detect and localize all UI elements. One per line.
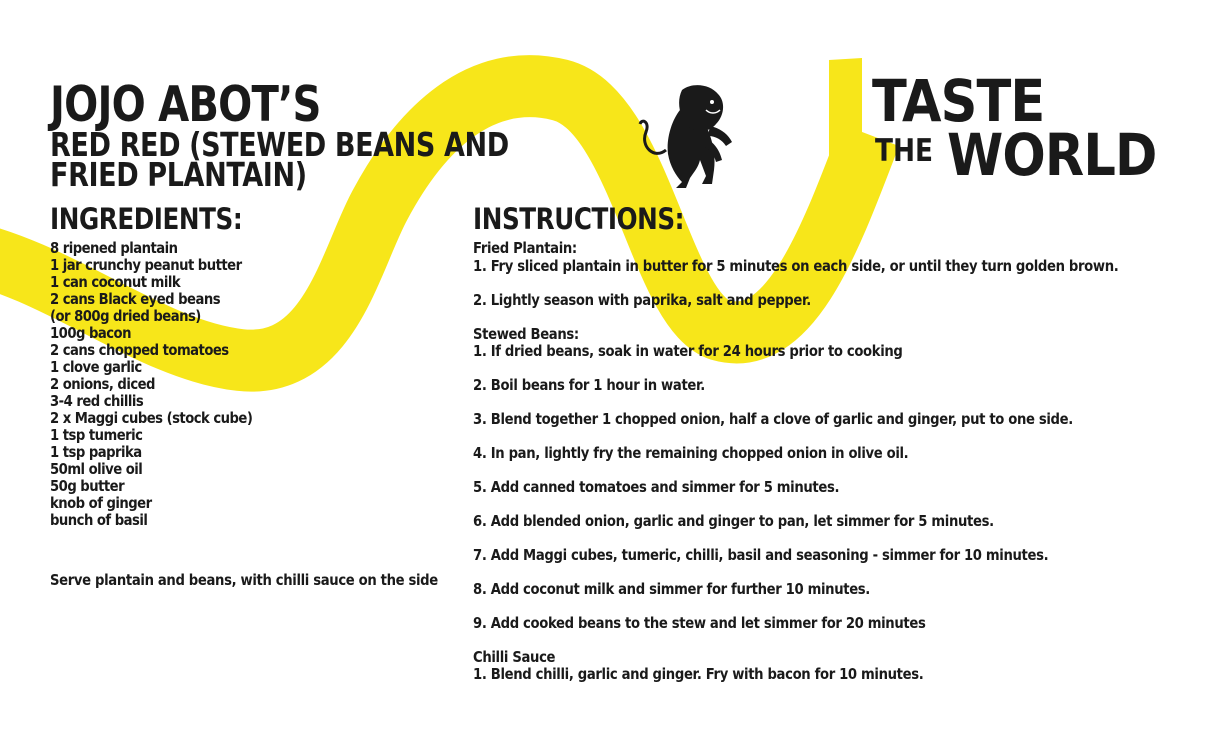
ingredients-heading: INGREDIENTS:	[50, 202, 243, 236]
ingredient-item: 1 jar crunchy peanut butter	[50, 256, 242, 274]
yellow-wave-top	[829, 58, 862, 165]
ingredient-item: 2 cans Black eyed beans	[50, 290, 221, 308]
ingredient-item: 2 onions, diced	[50, 375, 155, 393]
instruction-step: 9. Add cooked beans to the stew and let simmer for 20 minutes	[473, 614, 926, 632]
ingredient-item: 2 cans chopped tomatoes	[50, 341, 229, 359]
ingredient-item: 1 can coconut milk	[50, 273, 181, 291]
ingredient-item: 1 clove garlic	[50, 358, 142, 376]
ingredient-item: 8 ripened plantain	[50, 239, 178, 257]
instruction-step: 7. Add Maggi cubes, tumeric, chilli, basil and seasoning - simmer for 10 minutes.	[473, 546, 1049, 564]
recipe-subtitle-line-1: RED RED (STEWED BEANS AND	[50, 125, 509, 164]
fried-plantain-title: Fried Plantain:	[473, 239, 577, 257]
instruction-step: 2. Lightly season with paprika, salt and pepper.	[473, 291, 811, 309]
instruction-step: 1. Fry sliced plantain in butter for 5 minutes on each side, or until they turn golden brown.	[473, 257, 1119, 275]
chilli-sauce-title: Chilli Sauce	[473, 648, 556, 666]
recipe-title-block	[50, 76, 530, 194]
instruction-step: 2. Boil beans for 1 hour in water.	[473, 376, 705, 394]
ingredient-item: 100g bacon	[50, 324, 131, 342]
ingredient-item: 50ml olive oil	[50, 460, 143, 478]
brand-world-text: WORLD	[947, 121, 1157, 189]
ingredient-item: 3-4 red chillis	[50, 392, 144, 410]
ingredient-item: 50g butter	[50, 477, 125, 495]
instruction-step: 4. In pan, lightly fry the remaining chopped onion in olive oil.	[473, 444, 909, 462]
recipe-title: JOJO ABOT’S	[50, 76, 321, 133]
instruction-step: 1. If dried beans, soak in water for 24 hours prior to cooking	[473, 342, 903, 360]
brand-taste-text: TASTE	[872, 67, 1045, 135]
ingredient-item: bunch of basil	[50, 511, 148, 529]
instructions-heading: INSTRUCTIONS:	[473, 202, 685, 236]
instruction-step: 8. Add coconut milk and simmer for further 10 minutes.	[473, 580, 870, 598]
serving-note: Serve plantain and beans, with chilli sauce on the side	[50, 571, 438, 589]
ingredient-item: 1 tsp paprika	[50, 443, 142, 461]
recipe-subtitle-line-2: FRIED PLANTAIN)	[50, 155, 307, 194]
ingredient-item: (or 800g dried beans)	[50, 307, 201, 325]
brand-logo	[872, 67, 1172, 192]
ingredients-list	[50, 240, 430, 529]
instruction-step: 6. Add blended onion, garlic and ginger to pan, let simmer for 5 minutes.	[473, 512, 994, 530]
ingredient-item: 1 tsp tumeric	[50, 426, 143, 444]
ingredient-item: 2 x Maggi cubes (stock cube)	[50, 409, 253, 427]
instruction-step: 3. Blend together 1 chopped onion, half a clove of garlic and ginger, put to one side.	[473, 410, 1073, 428]
recipe-subtitle	[50, 125, 530, 194]
ingredient-item: knob of ginger	[50, 494, 152, 512]
instruction-step: 5. Add canned tomatoes and simmer for 5 minutes.	[473, 478, 840, 496]
brand-the-text: THE	[875, 133, 934, 169]
lion-icon	[636, 80, 736, 192]
stewed-beans-title: Stewed Beans:	[473, 325, 579, 343]
instruction-step: 1. Blend chilli, garlic and ginger. Fry with bacon for 10 minutes.	[473, 665, 924, 683]
